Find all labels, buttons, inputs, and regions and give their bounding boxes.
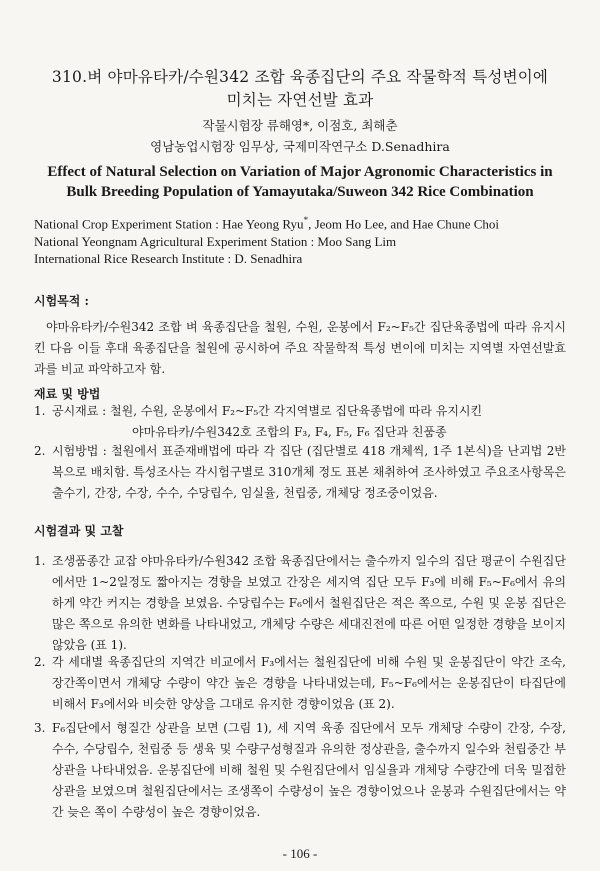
affiliation-line3: International Rice Research Institute : D. Senadhira [34, 251, 303, 267]
korean-title-line1: 310.벼 야마유타카/수원342 조합 육종집단의 주요 작물학적 특성변이에 [51, 68, 549, 86]
materials-item-1-line1: 공시재료 : 철원, 수원, 운봉에서 F₂~F₅간 각지역별로 집단육종법에 따라 유지시킨 [52, 404, 483, 418]
english-title-line1: Effect of Natural Selection on Variation of Major Agronomic Characteristics in [47, 164, 553, 180]
affiliation-line1-a: National Crop Experiment Station : Hae Yeong Ryu [34, 216, 304, 232]
results-item-1 [34, 551, 566, 656]
materials-item-1-line2: 야마유타카/수원342호 조합의 F₃, F₄, F₅, F₆ 집단과 친품종 [132, 425, 447, 439]
english-title [18, 162, 582, 202]
objective-body: 야마유타카/수원342 조합 벼 육종집단을 철원, 수원, 운봉에서 F₂~F₅간 집단육종법에 따라 유지시킨 다음 이들 후대 육종집단을 철원에 공시하여 주요 작물학적 특성 변이에 미치는 지역별 자연선발효과를 비교 파악하고자 함. [34, 320, 566, 376]
affiliation-line1 [34, 212, 590, 233]
corresponding-author-mark: * [303, 215, 309, 225]
materials-item-2-label: 2. [34, 444, 46, 458]
korean-authors-line2: 영남농업시험장 임무상, 국제미작연구소 D.Senadhira [150, 139, 450, 154]
english-affiliations [34, 212, 590, 268]
materials-item-1 [34, 401, 574, 443]
affiliation-line2: National Yeongnam Agricultural Experiment Station : Moo Sang Lim [34, 233, 397, 249]
results-item-2-body: 각 세대별 육종집단의 지역간 비교에서 F₃에서는 철원집단에 비해 수원 및 운봉집단이 약간 조숙, 장간쪽이면서 개체당 수량이 약간 높은 경향을 나타내었는데, F₅~F₆에서는 운봉집단이 타집단에 비해서 F₃에서와 비슷한 양상을 그대로 유지한 경향이었음 (표 2). [52, 655, 566, 711]
korean-authors-line1: 작물시험장 류해영*, 이점호, 최해춘 [202, 118, 398, 133]
materials-item-1-label: 1. [34, 404, 46, 418]
korean-title-line2: 미치는 자연선발 효과 [226, 91, 374, 109]
results-item-3-label: 3. [34, 721, 46, 735]
results-item-1-body: 조생품종간 교잡 야마유타카/수원342 조합 육종집단에서는 출수까지 일수의 집단 평균이 수원집단에서만 1~2일정도 짧아지는 경향을 보였고 간장은 세지역 집단 모두 F₃에 비해 F₅~F₆에서 유의하게 약간 커지는 경향을 보였음. 수당립수는 F₆에서 철원집단은 적은 쪽으로, 수원 및 운봉 집단은 많은 쪽으로 유의한 변화를 나타내었고, 개체당 수량은 세대진전에 따른 어떤 일정한 경향을 보이지 않았음 (표 1). [52, 554, 566, 652]
results-item-3-body: F₆집단에서 형질간 상관을 보면 (그림 1), 세 지역 육종 집단에서 모두 개체당 수량이 간장, 수장, 수수, 수당립수, 천립중 등 생육 및 수량구성형질과 유의한 정상관을, 출수까지 일수와 천립중간 부상관을 나타내었음. 운봉집단에 비해 철원 및 수원집단에서 임실율과 개체당 수량간에 더욱 밀접한 상관을 보였으며 철원집단에서는 조생쪽이 수량성이 높은 경향이었으나 운봉과 수원집단에서는 약간 늦은 쪽이 수량성이 높은 경향이었음. [52, 721, 566, 819]
results-item-2 [34, 652, 566, 715]
materials-item-2 [34, 441, 566, 504]
results-item-1-label: 1. [34, 554, 46, 568]
materials-item-2-body: 시험방법 : 철원에서 표준재배법에 따라 각 집단 (집단별로 418 개체씩, 1주 1본식)을 난괴법 2반복으로 배치함. 특성조사는 각시험구별로 310개체 정도 표본 채취하여 조사하였고 주요조사항목은 출수기, 간장, 수장, 수수, 수당립수, 임실율, 천립중, 개체당 정조중이었음. [52, 444, 566, 500]
materials-heading: 재료 및 방법 [34, 387, 101, 401]
objective-heading: 시험목적 : [34, 294, 89, 308]
results-item-2-label: 2. [34, 655, 46, 669]
english-title-line2: Bulk Breeding Population of Yamayutaka/Suweon 342 Rice Combination [66, 184, 534, 200]
results-item-3 [34, 718, 566, 823]
korean-title [20, 66, 580, 112]
results-heading: 시험결과 및 고찰 [34, 524, 124, 538]
affiliation-line1-b: , Jeom Ho Lee, and Hae Chune Choi [308, 216, 500, 232]
page-number: - 106 - [282, 846, 318, 861]
korean-authors [0, 115, 600, 157]
